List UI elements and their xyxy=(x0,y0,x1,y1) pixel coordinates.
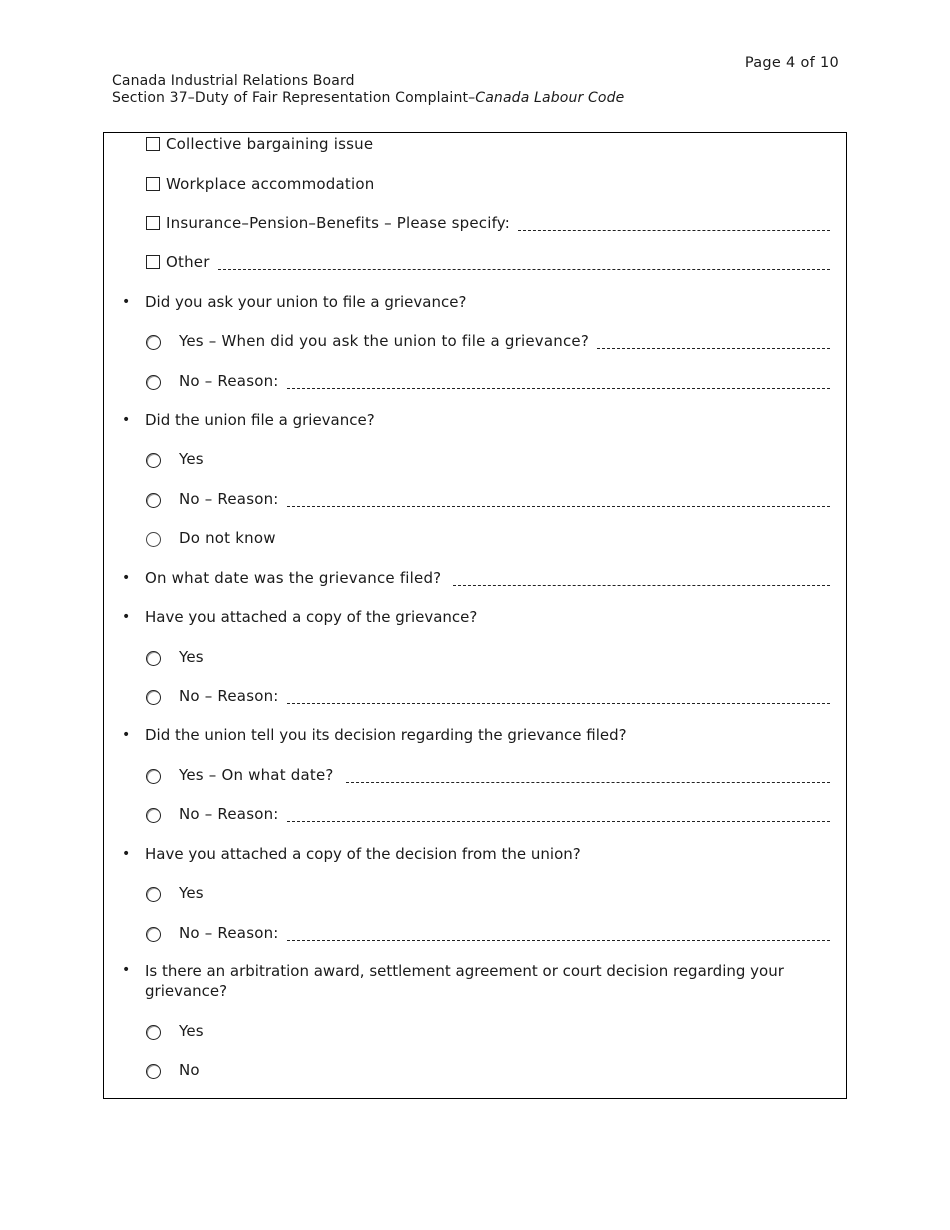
option-label: Do not know xyxy=(179,529,276,547)
section-title xyxy=(112,90,624,107)
checkbox-insurance[interactable] xyxy=(146,216,160,230)
checkbox-label: Other xyxy=(166,253,210,271)
option-label: No xyxy=(179,1061,200,1079)
reason-field[interactable] xyxy=(287,505,830,507)
option-row[interactable] xyxy=(104,330,846,352)
bullet: • xyxy=(122,570,131,586)
bullet: • xyxy=(122,294,131,310)
checkbox-row-workplace-accommodation[interactable] xyxy=(104,173,846,195)
radio-yes[interactable] xyxy=(146,887,161,902)
option-row[interactable] xyxy=(104,1059,846,1081)
bullet: • xyxy=(122,727,131,743)
radio-no[interactable] xyxy=(146,493,161,508)
question-date-filed xyxy=(104,567,846,589)
option-row[interactable] xyxy=(104,1020,846,1042)
option-label: No – Reason: xyxy=(179,372,279,390)
option-row[interactable] xyxy=(104,527,846,549)
option-row[interactable] xyxy=(104,685,846,707)
section-title-prefix: Section 37–Duty of Fair Representation Complaint– xyxy=(112,90,476,106)
question-text: Did you ask your union to file a grievance? xyxy=(145,293,467,311)
option-label: Yes xyxy=(179,884,204,902)
document-header xyxy=(112,73,624,107)
radio-yes[interactable] xyxy=(146,453,161,468)
checkbox-label: Workplace accommodation xyxy=(166,175,375,193)
radio-yes[interactable] xyxy=(146,769,161,784)
option-row[interactable] xyxy=(104,646,846,668)
insurance-specify-field[interactable] xyxy=(518,229,830,231)
question-ask-union xyxy=(104,291,846,313)
checkbox-row-other[interactable] xyxy=(104,251,846,273)
question-attached-grievance xyxy=(104,606,846,628)
radio-yes[interactable] xyxy=(146,651,161,666)
form-box xyxy=(103,132,847,1099)
option-label: No – Reason: xyxy=(179,687,279,705)
radio-do-not-know[interactable] xyxy=(146,532,161,547)
date-asked-field[interactable] xyxy=(597,347,830,349)
checkbox-other[interactable] xyxy=(146,255,160,269)
question-text: Is there an arbitration award, settlement agreement or court decision regarding your grievance? xyxy=(145,962,784,1000)
option-row[interactable] xyxy=(104,882,846,904)
option-row[interactable] xyxy=(104,448,846,470)
question-text: Have you attached a copy of the grievance? xyxy=(145,608,478,626)
question-text: Did the union file a grievance? xyxy=(145,411,375,429)
question-arbitration xyxy=(104,961,846,1003)
radio-no[interactable] xyxy=(146,1064,161,1079)
option-row[interactable] xyxy=(104,922,846,944)
radio-no[interactable] xyxy=(146,690,161,705)
option-row[interactable] xyxy=(104,803,846,825)
option-label: No – Reason: xyxy=(179,924,279,942)
option-row[interactable] xyxy=(104,370,846,392)
radio-no[interactable] xyxy=(146,927,161,942)
reason-field[interactable] xyxy=(287,387,830,389)
radio-yes[interactable] xyxy=(146,335,161,350)
reason-field[interactable] xyxy=(287,939,830,941)
option-label: Yes – On what date? xyxy=(179,766,334,784)
option-label: No – Reason: xyxy=(179,490,279,508)
radio-no[interactable] xyxy=(146,808,161,823)
checkbox-workplace-accommodation[interactable] xyxy=(146,177,160,191)
option-label: Yes – When did you ask the union to file a grievance? xyxy=(179,332,589,350)
checkbox-row-collective-bargaining[interactable] xyxy=(104,133,846,155)
other-specify-field[interactable] xyxy=(218,268,830,270)
question-attached-decision xyxy=(104,843,846,865)
bullet: • xyxy=(122,609,131,625)
checkbox-collective-bargaining[interactable] xyxy=(146,137,160,151)
bullet: • xyxy=(122,962,131,978)
option-row[interactable] xyxy=(104,488,846,510)
question-union-decision xyxy=(104,724,846,746)
bullet: • xyxy=(122,412,131,428)
option-label: No – Reason: xyxy=(179,805,279,823)
option-row[interactable] xyxy=(104,764,846,786)
option-label: Yes xyxy=(179,1022,204,1040)
question-text: Did the union tell you its decision regarding the grievance filed? xyxy=(145,726,627,744)
checkbox-label: Collective bargaining issue xyxy=(166,135,374,153)
radio-no[interactable] xyxy=(146,375,161,390)
date-filed-field[interactable] xyxy=(453,584,830,586)
page-number: Page 4 of 10 xyxy=(744,55,839,71)
bullet: • xyxy=(122,846,131,862)
section-title-italic: Canada Labour Code xyxy=(475,90,625,106)
reason-field[interactable] xyxy=(287,820,830,822)
decision-date-field[interactable] xyxy=(346,781,830,783)
option-label: Yes xyxy=(179,648,204,666)
org-name: Canada Industrial Relations Board xyxy=(112,73,355,89)
checkbox-label: Insurance–Pension–Benefits – Please specify: xyxy=(166,214,511,232)
question-text: On what date was the grievance filed? xyxy=(145,569,442,587)
reason-field[interactable] xyxy=(287,702,830,704)
question-text: Have you attached a copy of the decision from the union? xyxy=(145,845,581,863)
radio-yes[interactable] xyxy=(146,1025,161,1040)
option-label: Yes xyxy=(179,450,204,468)
question-union-filed xyxy=(104,409,846,431)
checkbox-row-insurance[interactable] xyxy=(104,212,846,234)
